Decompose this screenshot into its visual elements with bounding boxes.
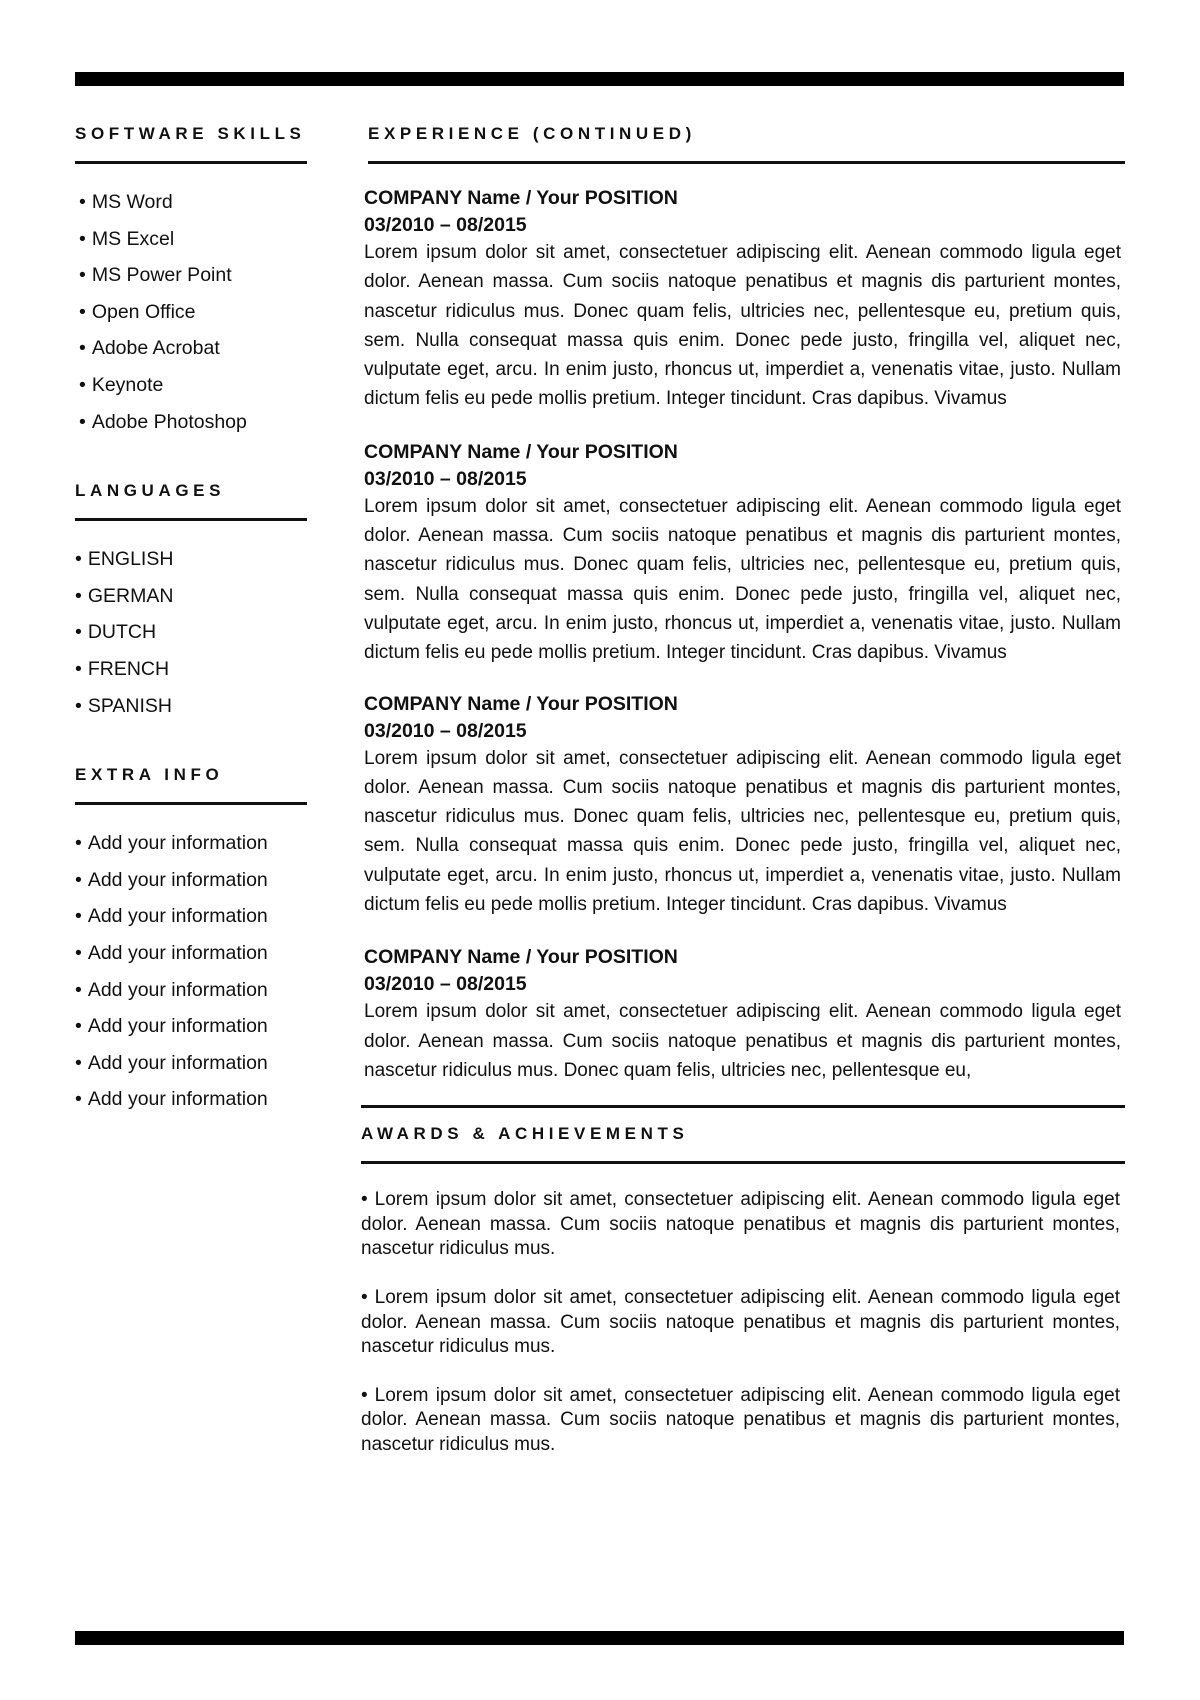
awards-section [361, 1105, 1125, 1457]
experience-heading: EXPERIENCE (CONTINUED) [368, 124, 1125, 164]
list-item: • FRENCH [75, 651, 307, 688]
job-description: Lorem ipsum dolor sit amet, consectetuer adipiscing elit. Aenean commodo ligula eget dolor. Aenean massa. Cum sociis natoque penatibus et magnis dis parturient montes, nascetur ridiculus mus. Donec quam felis, ultricies nec, pellentesque eu, [364, 1001, 1121, 1081]
languages-list [75, 541, 307, 724]
bottom-rule [75, 1631, 1124, 1645]
award-item: • Lorem ipsum dolor sit amet, consectetuer adipiscing elit. Aenean commodo ligula eget dolor. Aenean massa. Cum sociis natoque penatibus et magnis dis parturient montes, nascetur ridiculus mus. [361, 1384, 1120, 1458]
extra-info-heading: EXTRA INFO [75, 765, 307, 805]
awards-heading: AWARDS & ACHIEVEMENTS [361, 1105, 1125, 1164]
software-skills-list [75, 184, 307, 440]
job-date: 03/2010 – 08/2015 [364, 467, 527, 490]
award-item: • Lorem ipsum dolor sit amet, consectetuer adipiscing elit. Aenean commodo ligula eget dolor. Aenean massa. Cum sociis natoque penatibus et magnis dis parturient montes, nascetur ridiculus mus. [361, 1286, 1120, 1360]
job-title: COMPANY Name / Your POSITION [364, 946, 678, 969]
languages-section [75, 481, 307, 724]
list-item: • Add your information [75, 1045, 307, 1082]
main-column [361, 124, 1125, 1482]
award-item: • Lorem ipsum dolor sit amet, consectetuer adipiscing elit. Aenean commodo ligula eget dolor. Aenean massa. Cum sociis natoque penatibus et magnis dis parturient montes, nascetur ridiculus mus. [361, 1188, 1120, 1262]
list-item: • SPANISH [75, 688, 307, 725]
list-item: • Add your information [75, 1081, 307, 1118]
list-item: • Adobe Acrobat [75, 330, 307, 367]
list-item: • Add your information [75, 825, 307, 862]
list-item: • MS Power Point [75, 257, 307, 294]
list-item: • ENGLISH [75, 541, 307, 578]
list-item: • Add your information [75, 898, 307, 935]
list-item: • Add your information [75, 935, 307, 972]
job-entry [364, 690, 1121, 920]
job-description: Lorem ipsum dolor sit amet, consectetuer adipiscing elit. Aenean commodo ligula eget dolor. Aenean massa. Cum sociis natoque penatibus et magnis dis parturient montes, nascetur ridiculus mus. Donec quam felis, ultricies nec, pellentesque eu, pretium quis, sem. Nulla consequat massa quis enim. Donec pede justo, fringilla vel, aliquet nec, vulputate eget, arcu. In enim justo, rhoncus ut, imperdiet a, venenatis vitae, justo. Nullam dictum felis eu pede mollis pretium. Integer tincidunt. Cras dapibus. Vivamus [364, 747, 1121, 916]
list-item: • DUTCH [75, 614, 307, 651]
list-item: • Add your information [75, 862, 307, 899]
job-title: COMPANY Name / Your POSITION [364, 440, 678, 463]
list-item: • Adobe Photoshop [75, 404, 307, 441]
job-date: 03/2010 – 08/2015 [364, 973, 527, 996]
list-item: • GERMAN [75, 578, 307, 615]
list-item: • Open Office [75, 294, 307, 331]
list-item: • MS Word [75, 184, 307, 221]
list-item: • Keynote [75, 367, 307, 404]
job-entry [364, 943, 1121, 1085]
software-skills-heading: SOFTWARE SKILLS [75, 124, 307, 164]
job-date: 03/2010 – 08/2015 [364, 214, 527, 236]
job-date: 03/2010 – 08/2015 [364, 719, 527, 742]
job-title: COMPANY Name / Your POSITION [364, 692, 678, 715]
job-entry [364, 438, 1121, 668]
job-entry [364, 184, 1121, 414]
software-skills-section [75, 124, 307, 440]
list-item: • MS Excel [75, 221, 307, 258]
top-rule [75, 72, 1124, 86]
sidebar [75, 124, 307, 1159]
job-description: Lorem ipsum dolor sit amet, consectetuer adipiscing elit. Aenean commodo ligula eget dolor. Aenean massa. Cum sociis natoque penatibus et magnis dis parturient montes, nascetur ridiculus mus. Donec quam felis, ultricies nec, pellentesque eu, pretium quis, sem. Nulla consequat massa quis enim. Donec pede justo, fringilla vel, aliquet nec, vulputate eget, arcu. In enim justo, rhoncus ut, imperdiet a, venenatis vitae, justo. Nullam dictum felis eu pede mollis pretium. Integer tincidunt. Cras dapibus. Vivamus [364, 242, 1121, 410]
job-title: COMPANY Name / Your POSITION [364, 187, 678, 209]
list-item: • Add your information [75, 972, 307, 1009]
job-description: Lorem ipsum dolor sit amet, consectetuer adipiscing elit. Aenean commodo ligula eget dolor. Aenean massa. Cum sociis natoque penatibus et magnis dis parturient montes, nascetur ridiculus mus. Donec quam felis, ultricies nec, pellentesque eu, pretium quis, sem. Nulla consequat massa quis enim. Donec pede justo, fringilla vel, aliquet nec, vulputate eget, arcu. In enim justo, rhoncus ut, imperdiet a, venenatis vitae, justo. Nullam dictum felis eu pede mollis pretium. Integer tincidunt. Cras dapibus. Vivamus [364, 495, 1121, 664]
extra-info-list [75, 825, 307, 1118]
extra-info-section [75, 765, 307, 1118]
list-item: • Add your information [75, 1008, 307, 1045]
languages-heading: LANGUAGES [75, 481, 307, 521]
